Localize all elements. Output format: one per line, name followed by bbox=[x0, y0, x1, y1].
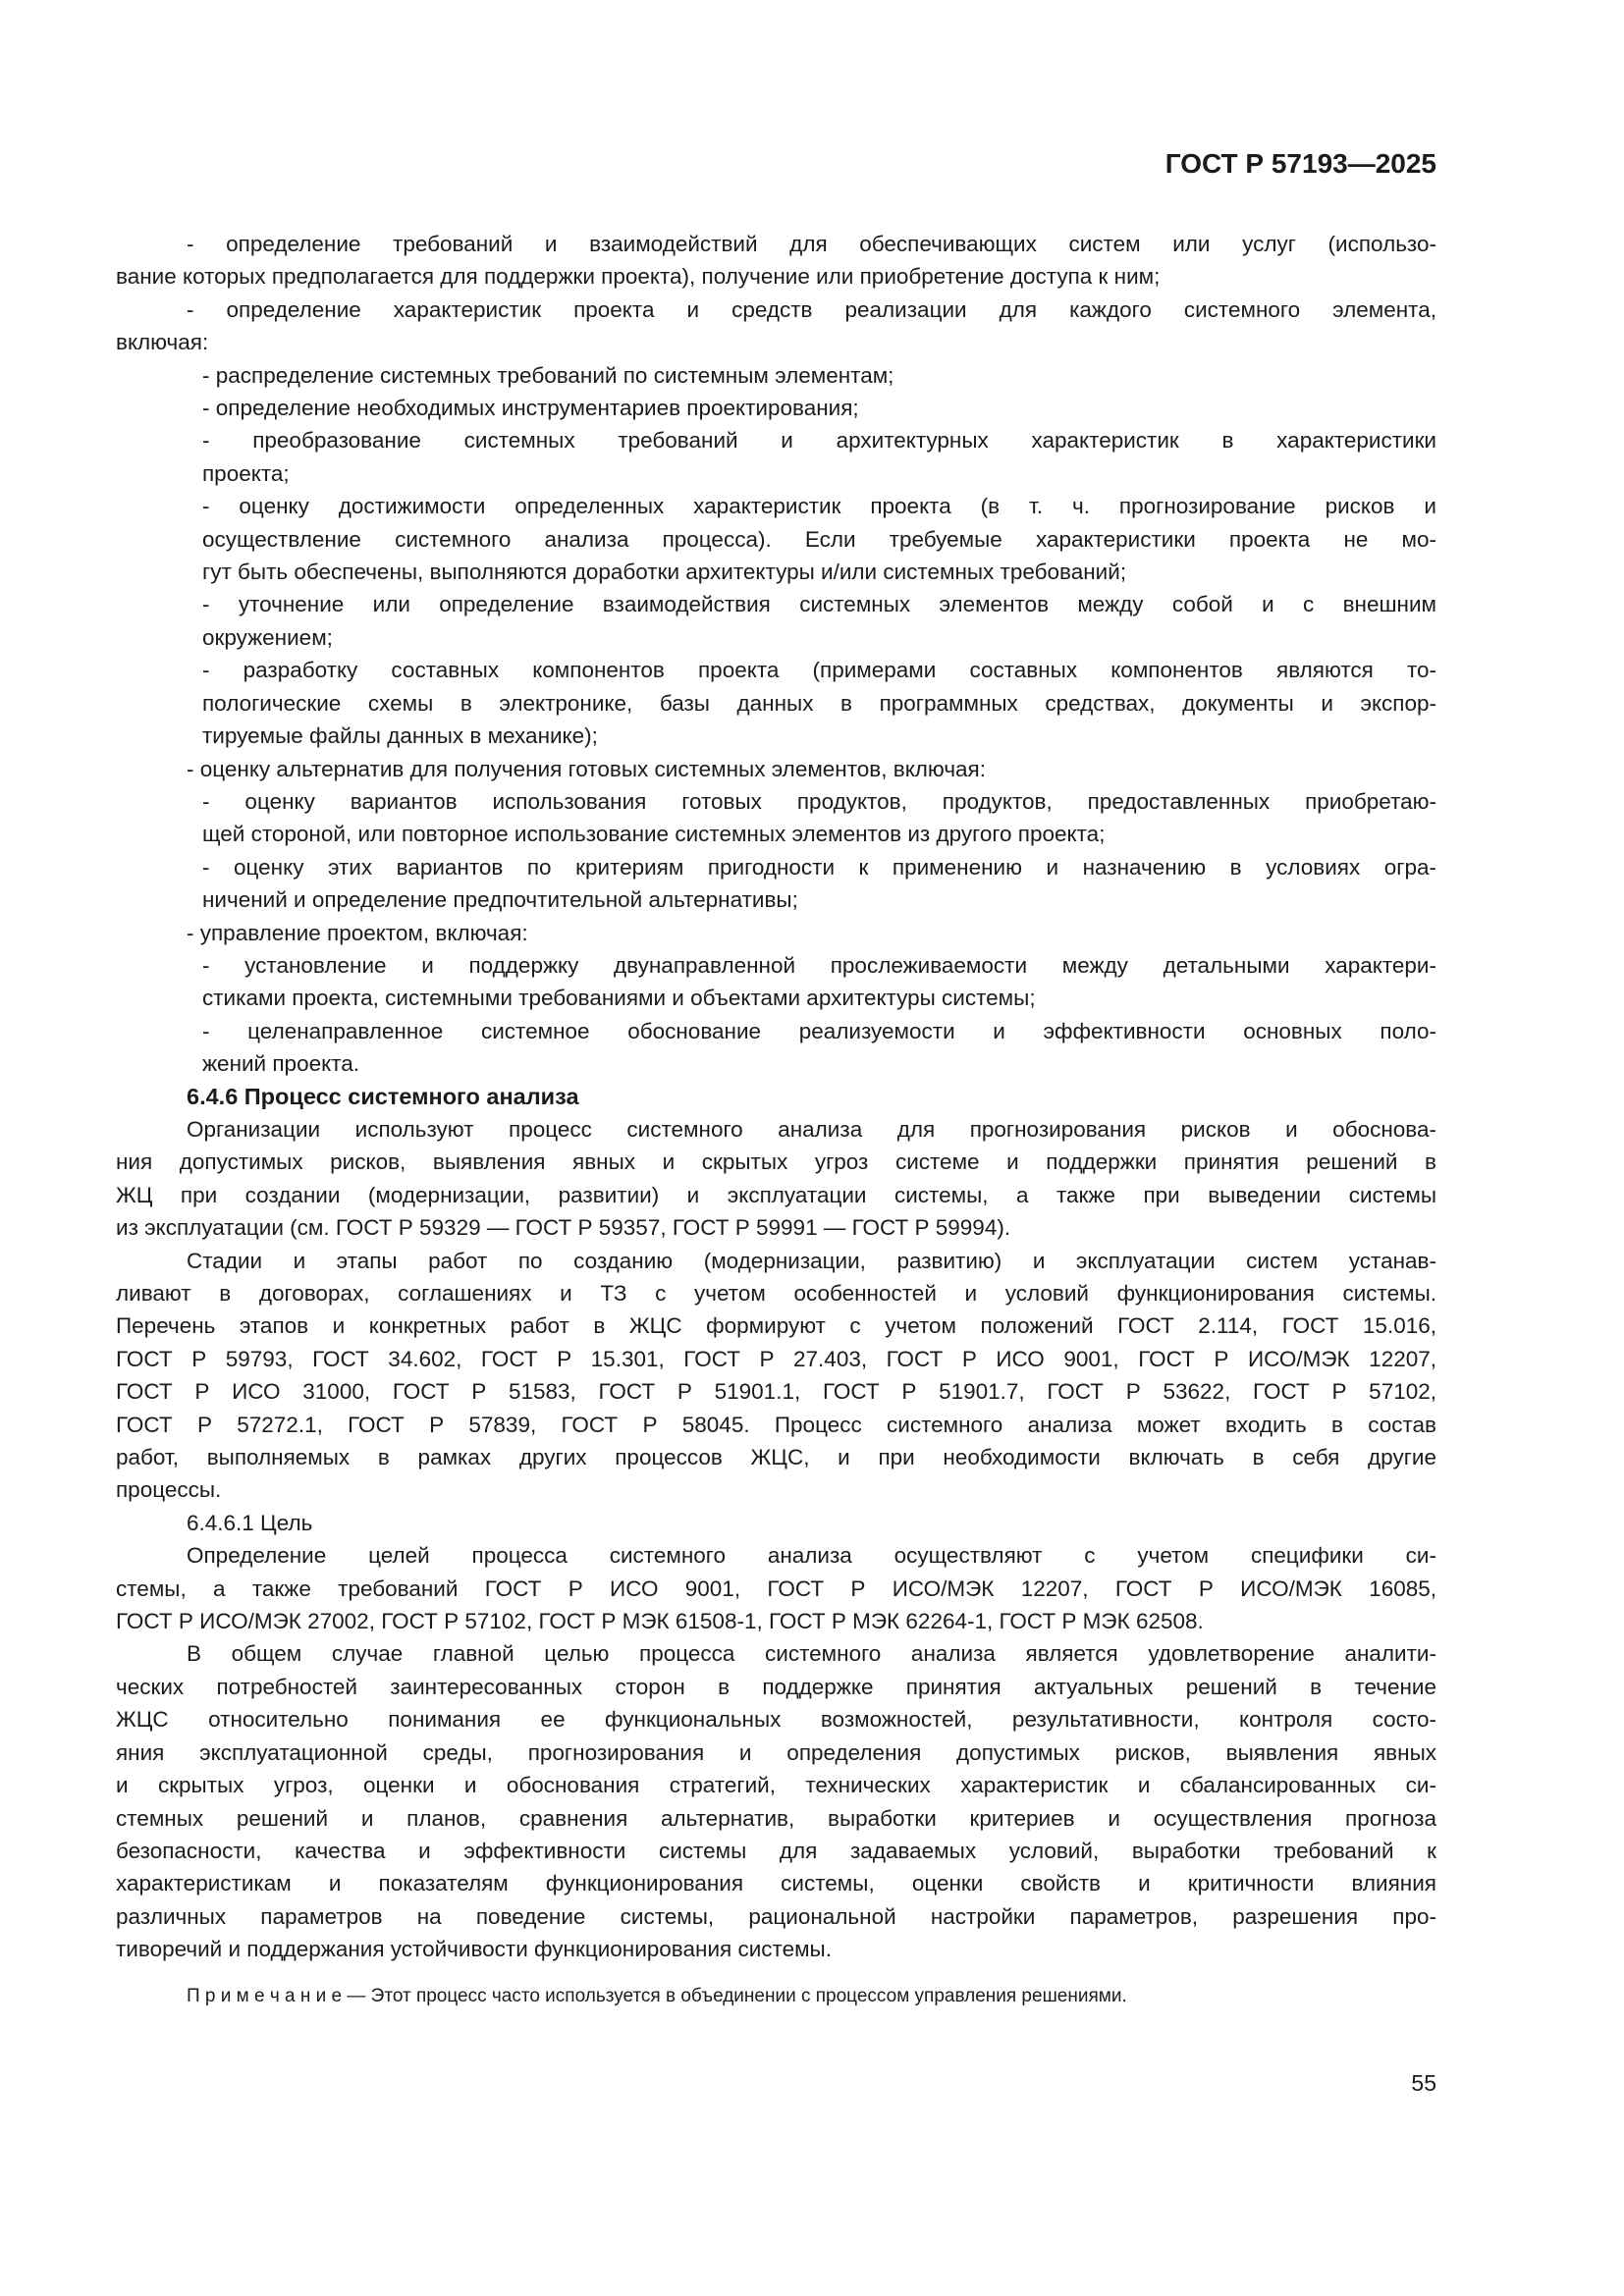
paragraph bbox=[116, 753, 1436, 785]
text-line: - оценку вариантов использования готовых продуктов, продуктов, предоставленных приобретаю- bbox=[202, 788, 1436, 814]
text-line: стемы, а также требований ГОСТ Р ИСО 9001, ГОСТ Р ИСО/МЭК 12207, ГОСТ Р ИСО/МЭК 16085, bbox=[116, 1575, 1436, 1601]
text-line: ливают в договорах, соглашениях и ТЗ с учетом особенностей и условий функционирования системы. bbox=[116, 1281, 1436, 1306]
text-line: - определение характеристик проекта и средств реализации для каждого системного элемента, bbox=[187, 296, 1436, 322]
text-line: щей стороной, или повторное использование системных элементов из другого проекта; bbox=[202, 822, 1106, 847]
text-line: - оценку достижимости определенных характеристик проекта (в т. ч. прогнозирование рисков и bbox=[202, 494, 1436, 519]
paragraph bbox=[202, 851, 1436, 917]
text-line: Стадии и этапы работ по созданию (модернизации, развитию) и эксплуатации систем устанав- bbox=[187, 1248, 1436, 1273]
text-line: различных параметров на поведение системы, рациональной настройки параметров, разрешения про- bbox=[116, 1903, 1436, 1929]
text-line: и скрытых угроз, оценки и обоснования стратегий, технических характеристик и сбалансированных си- bbox=[116, 1773, 1436, 1798]
section-heading bbox=[116, 1081, 1436, 1113]
text-line: стиками проекта, системными требованиями и объектами архитектуры системы; bbox=[202, 986, 1036, 1011]
text-line: процессы. bbox=[116, 1477, 222, 1503]
text-line: включая: bbox=[116, 330, 209, 355]
text-line: гут быть обеспечены, выполняются доработки архитектуры и/или системных требований; bbox=[202, 560, 1127, 585]
text-line: П р и м е ч а н и е — Этот процесс часто используется в объединении с процессом управления решениями. bbox=[187, 1985, 1127, 2006]
text-line: ничений и определение предпочтительной альтернативы; bbox=[202, 887, 798, 913]
text-line: - уточнение или определение взаимодействия системных элементов между собой и с внешним bbox=[202, 592, 1436, 617]
text-line: тиворечий и поддержания устойчивости функционирования системы. bbox=[116, 1937, 832, 1962]
text-line: - распределение системных требований по системным элементам; bbox=[202, 362, 894, 388]
text-line: - целенаправленное системное обоснование реализуемости и эффективности основных поло- bbox=[202, 1018, 1436, 1043]
text-line: - преобразование системных требований и архитектурных характеристик в характеристики bbox=[202, 428, 1436, 454]
text-line: ческих потребностей заинтересованных сторон в поддержке принятия актуальных решений в течение bbox=[116, 1674, 1436, 1699]
note-paragraph bbox=[116, 1982, 1436, 2011]
text-line: тируемые файлы данных в механике); bbox=[202, 723, 598, 749]
text-line: яния эксплуатационной среды, прогнозирования и определения допустимых рисков, выявления явных bbox=[116, 1739, 1436, 1765]
text-line: ния допустимых рисков, выявления явных и скрытых угроз системе и поддержки принятия решений в bbox=[116, 1149, 1436, 1175]
text-line: ГОСТ Р 59793, ГОСТ 34.602, ГОСТ Р 15.301, ГОСТ Р 27.403, ГОСТ Р ИСО 9001, ГОСТ Р ИСО/МЭК 12207, bbox=[116, 1346, 1436, 1371]
text-line: - оценку этих вариантов по критериям пригодности к применению и назначению в условиях огра- bbox=[202, 854, 1436, 880]
text-line: ГОСТ Р 57272.1, ГОСТ Р 57839, ГОСТ Р 58045. Процесс системного анализа может входить в состав bbox=[116, 1412, 1436, 1437]
text-line: - определение требований и взаимодействий для обеспечивающих систем или услуг (использо- bbox=[187, 232, 1436, 256]
paragraph bbox=[202, 785, 1436, 851]
page-number: 55 bbox=[1411, 2070, 1436, 2096]
paragraph bbox=[202, 490, 1436, 588]
text-line: пологические схемы в электронике, базы данных в программных средствах, документы и экспор- bbox=[202, 690, 1436, 716]
text-line: безопасности, качества и эффективности системы для задаваемых условий, выработки требований к bbox=[116, 1838, 1436, 1863]
paragraph bbox=[202, 424, 1436, 490]
text-line: жений проекта. bbox=[202, 1051, 360, 1077]
paragraph bbox=[202, 359, 1436, 392]
paragraph bbox=[116, 1539, 1436, 1637]
text-line: ГОСТ Р ИСО 31000, ГОСТ Р 51583, ГОСТ Р 51901.1, ГОСТ Р 51901.7, ГОСТ Р 53622, ГОСТ Р 57102, bbox=[116, 1379, 1436, 1405]
text-line: характеристикам и показателям функционирования системы, оценки свойств и критичности влияния bbox=[116, 1871, 1436, 1896]
paragraph bbox=[116, 294, 1436, 359]
text-line: - определение необходимых инструментариев проектирования; bbox=[202, 396, 859, 421]
paragraph bbox=[116, 1245, 1436, 1507]
document-body bbox=[116, 228, 1436, 2011]
text-line: окружением; bbox=[202, 624, 333, 650]
text-line: осуществление системного анализа процесса). Если требуемые характеристики проекта не мо- bbox=[202, 526, 1436, 552]
text-line: - управление проектом, включая: bbox=[187, 920, 528, 945]
text-line: Организации используют процесс системного анализа для прогнозирования рисков и обоснова- bbox=[187, 1116, 1436, 1142]
paragraph bbox=[202, 949, 1436, 1015]
paragraph bbox=[116, 1637, 1436, 1965]
text-line: - установление и поддержку двунаправленной прослеживаемости между детальными характери- bbox=[202, 952, 1436, 978]
text-line: ЖЦ при создании (модернизации, развитии) и эксплуатации системы, а также при выведении системы bbox=[116, 1182, 1436, 1207]
text-line: ЖЦС относительно понимания ее функциональных возможностей, результативности, контроля состо- bbox=[116, 1707, 1436, 1733]
text-line: из эксплуатации (см. ГОСТ Р 59329 — ГОСТ Р 59357, ГОСТ Р 59991 — ГОСТ Р 59994). bbox=[116, 1215, 1011, 1241]
text-line: вание которых предполагается для поддержки проекта), получение или приобретение доступа к ним; bbox=[116, 264, 1161, 290]
section-heading bbox=[116, 1507, 1436, 1539]
text-line: стемных решений и планов, сравнения альтернатив, выработки критериев и осуществления прогноза bbox=[116, 1805, 1436, 1831]
paragraph bbox=[116, 917, 1436, 949]
paragraph bbox=[202, 1015, 1436, 1081]
text-line: Перечень этапов и конкретных работ в ЖЦС формируют с учетом положений ГОСТ 2.114, ГОСТ 15.016, bbox=[116, 1313, 1436, 1339]
text-line: 6.4.6.1 Цель bbox=[187, 1510, 313, 1535]
text-line: ГОСТ Р ИСО/МЭК 27002, ГОСТ Р 57102, ГОСТ Р МЭК 61508-1, ГОСТ Р МЭК 62264-1, ГОСТ Р МЭК 62508. bbox=[116, 1609, 1204, 1634]
text-line: - разработку составных компонентов проекта (примерами составных компонентов являются то- bbox=[202, 658, 1436, 683]
text-line: Определение целей процесса системного анализа осуществляют с учетом специфики си- bbox=[187, 1543, 1436, 1569]
doc-code-header: ГОСТ Р 57193—2025 bbox=[1164, 148, 1436, 179]
text-line: работ, выполняемых в рамках других процессов ЖЦС, и при необходимости включать в себя другие bbox=[116, 1445, 1436, 1470]
text-line: - оценку альтернатив для получения готовых системных элементов, включая: bbox=[187, 756, 986, 781]
paragraph bbox=[202, 392, 1436, 424]
text-line: В общем случае главной целью процесса системного анализа является удовлетворение аналити- bbox=[187, 1641, 1436, 1667]
paragraph bbox=[116, 228, 1436, 294]
paragraph bbox=[116, 1113, 1436, 1245]
paragraph bbox=[202, 588, 1436, 654]
text-line: проекта; bbox=[202, 460, 290, 486]
paragraph bbox=[202, 654, 1436, 752]
text-line: 6.4.6 Процесс системного анализа bbox=[187, 1083, 579, 1109]
